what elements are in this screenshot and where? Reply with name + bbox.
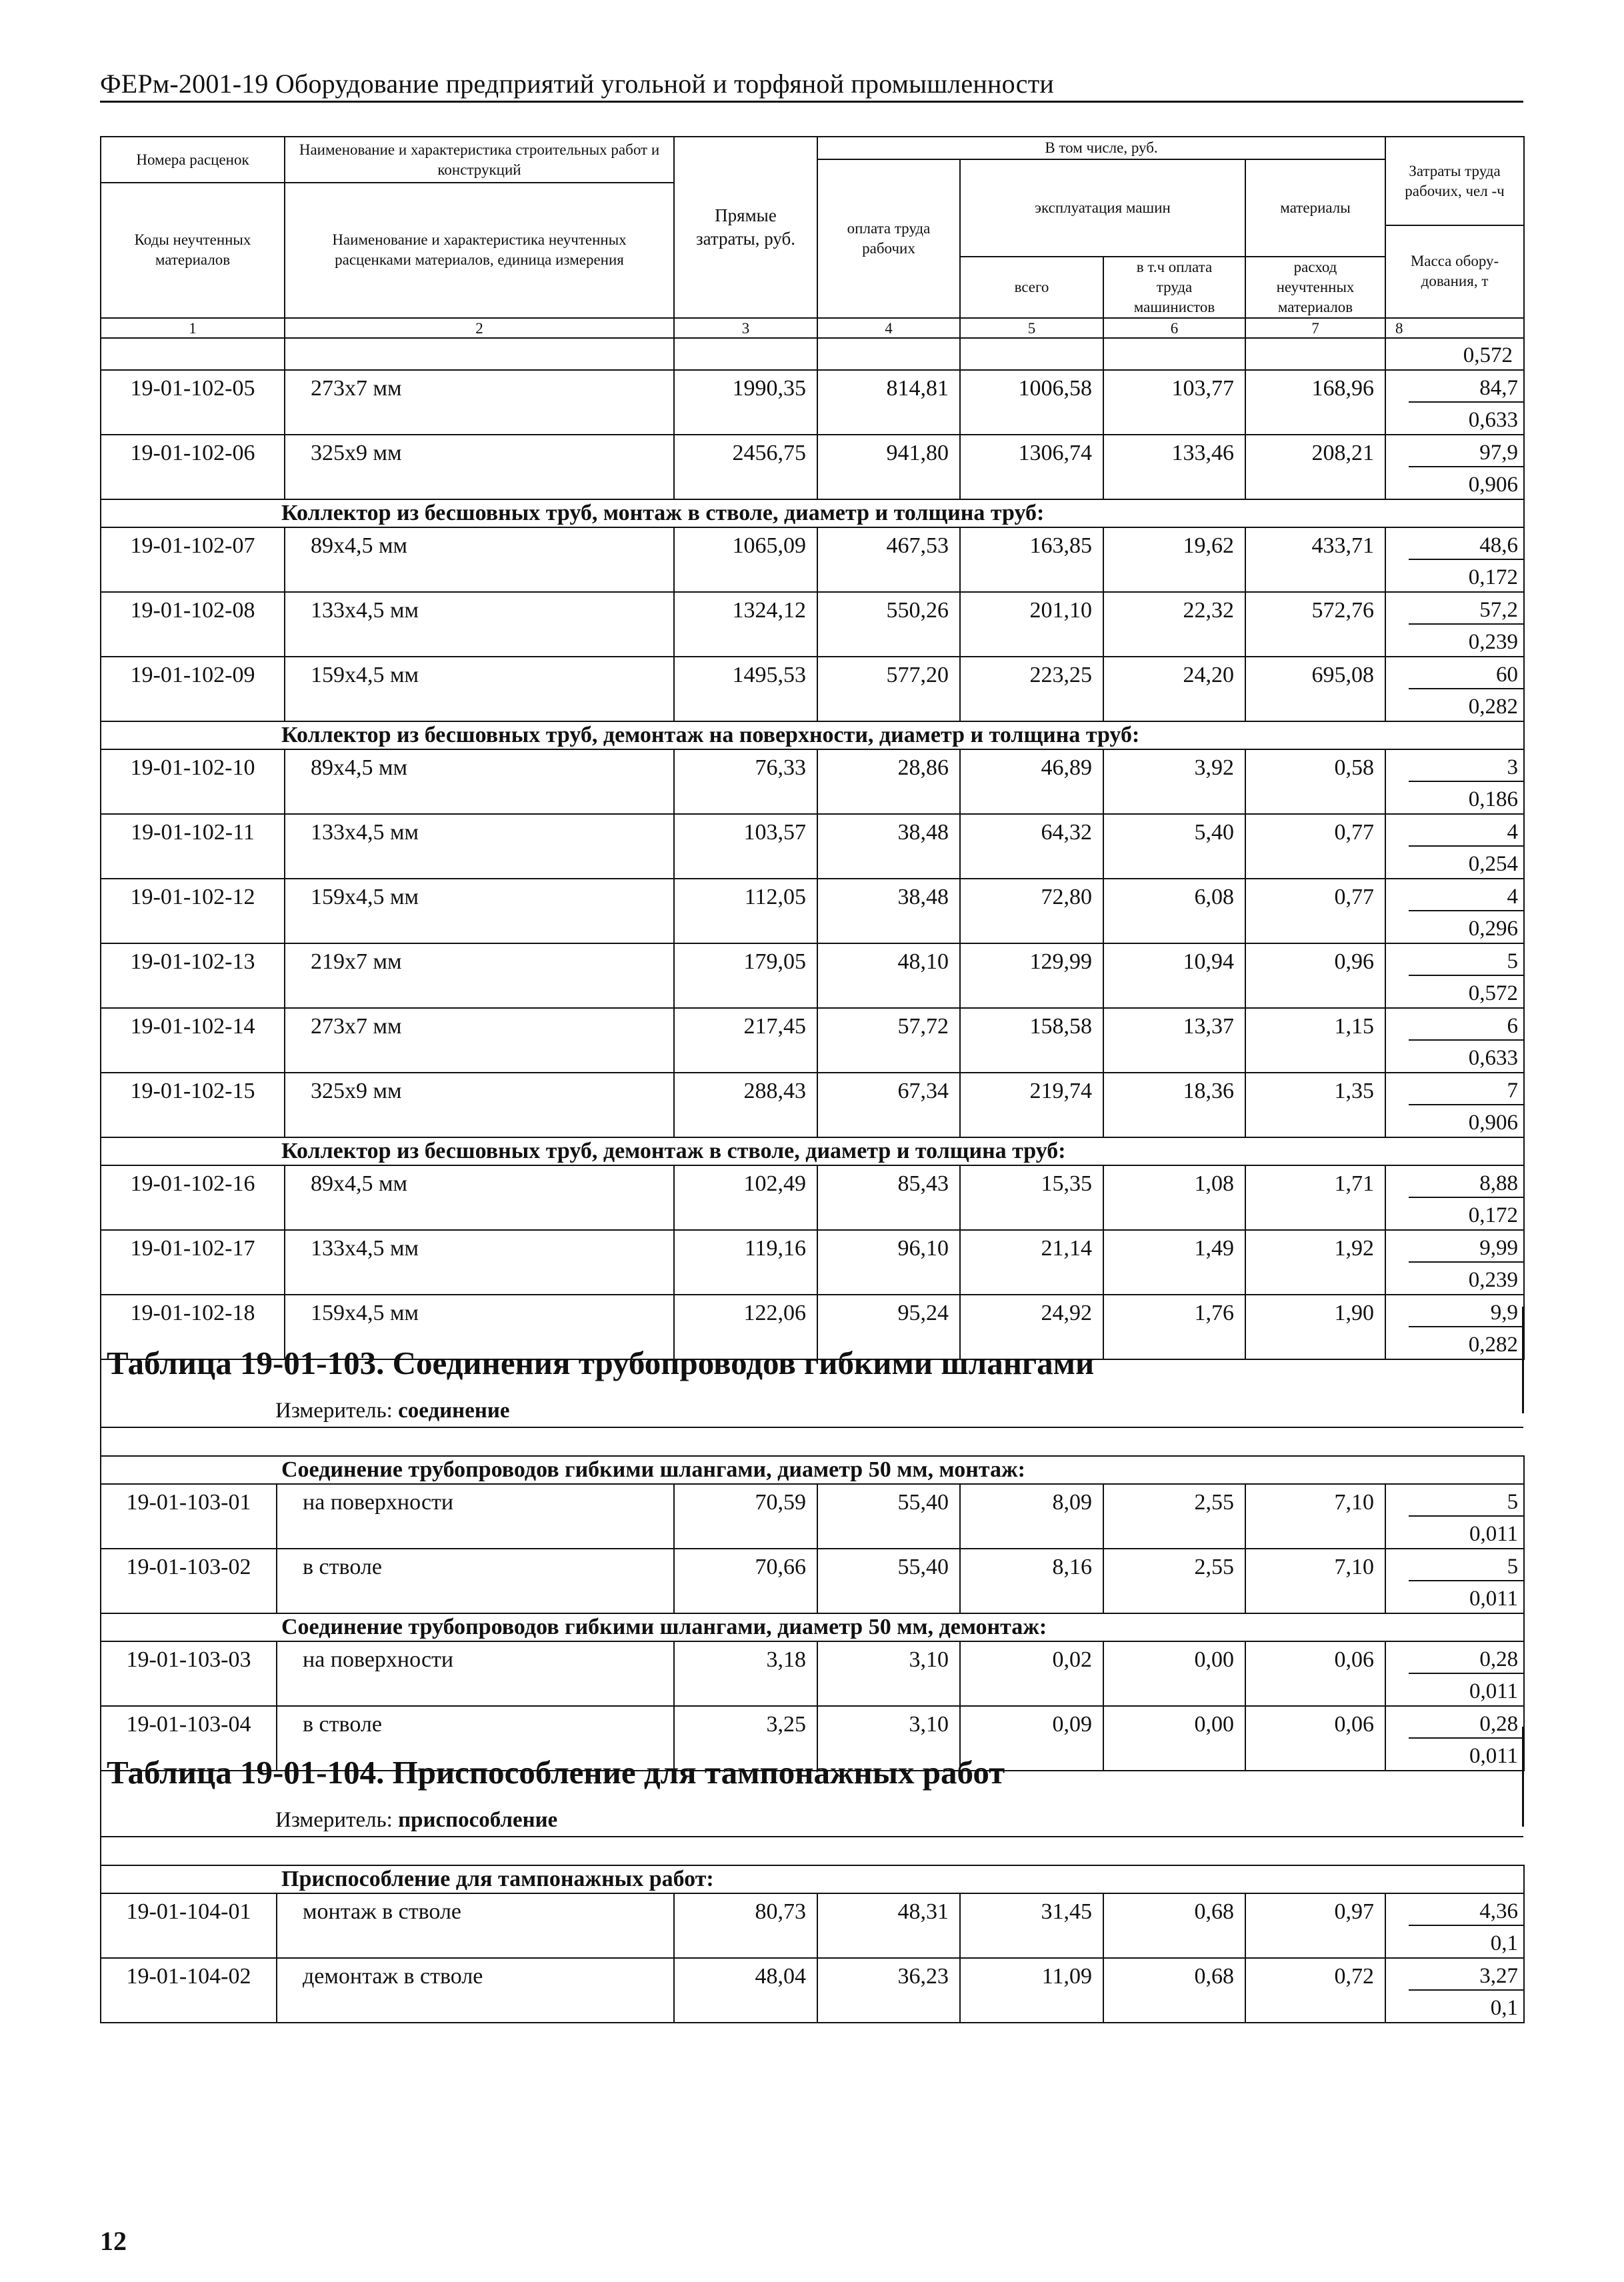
work-name: 133х4,5 мм [285, 814, 674, 879]
labor-mass-cell [1385, 657, 1524, 721]
machinist-pay: 2,55 [1103, 1549, 1245, 1613]
direct-costs: 103,57 [674, 814, 817, 879]
work-name: 325х9 мм [285, 435, 674, 499]
work-name: в стволе [277, 1706, 674, 1771]
materials-cost: 433,71 [1245, 527, 1385, 592]
direct-costs: 179,05 [674, 943, 817, 1008]
table-103-measure: Измеритель: соединение [275, 1399, 510, 1423]
table-row [101, 814, 1524, 879]
equipment-mass: 0,572 [1468, 981, 1519, 1005]
materials-cost: 208,21 [1245, 435, 1385, 499]
machines-total: 201,10 [960, 592, 1103, 657]
direct-costs: 70,66 [674, 1549, 817, 1613]
work-name: в стволе [277, 1549, 674, 1613]
labor-pay: 577,20 [817, 657, 960, 721]
table-row [101, 1008, 1524, 1073]
machinist-pay: 1,08 [1103, 1165, 1245, 1230]
labor-cost: 7 [1409, 1079, 1523, 1105]
section-header-row [101, 499, 1524, 527]
machinist-pay: 1,49 [1103, 1230, 1245, 1295]
rate-code: 19-01-102-10 [101, 749, 285, 814]
materials-cost: 695,08 [1245, 657, 1385, 721]
materials-cost: 1,90 [1245, 1295, 1385, 1359]
labor-mass-cell [1385, 879, 1524, 943]
labor-pay: 3,10 [817, 1706, 960, 1771]
table-row [101, 657, 1524, 721]
materials-cost: 1,15 [1245, 1008, 1385, 1073]
labor-pay: 57,72 [817, 1008, 960, 1073]
rate-code: 19-01-102-06 [101, 435, 285, 499]
machines-total: 0,02 [960, 1641, 1103, 1706]
machinist-pay: 3,92 [1103, 749, 1245, 814]
machines-total: 64,32 [960, 814, 1103, 879]
equipment-mass: 0,906 [1468, 1111, 1519, 1135]
work-name: 133х4,5 мм [285, 592, 674, 657]
header-total: всего [960, 257, 1103, 318]
table-row [101, 943, 1524, 1008]
header-direct-costs: Прямые затраты, руб. [674, 137, 817, 318]
labor-mass-cell [1385, 527, 1524, 592]
materials-cost: 0,06 [1245, 1706, 1385, 1771]
section-title: Коллектор из бесшовных труб, монтаж в стволе, диаметр и толщина труб: [101, 499, 1524, 527]
labor-pay: 38,48 [817, 814, 960, 879]
equipment-mass: 0,633 [1468, 1046, 1519, 1070]
labor-cost: 4 [1409, 820, 1523, 847]
labor-mass-cell [1385, 1893, 1524, 1958]
labor-mass-cell [1385, 749, 1524, 814]
machines-total: 8,09 [960, 1484, 1103, 1549]
table-row [101, 1893, 1524, 1958]
machinist-pay: 133,46 [1103, 435, 1245, 499]
direct-costs: 2456,75 [674, 435, 817, 499]
rate-code: 19-01-102-15 [101, 1073, 285, 1137]
work-name: 325х9 мм [285, 1073, 674, 1137]
labor-cost: 9,99 [1409, 1236, 1523, 1263]
labor-mass-cell [1385, 370, 1524, 435]
labor-pay: 3,10 [817, 1641, 960, 1706]
header-codes: Номера расценок Коды неучтенных материалов [101, 137, 285, 318]
direct-costs: 102,49 [674, 1165, 817, 1230]
rate-code: 19-01-102-11 [101, 814, 285, 879]
rate-code: 19-01-103-02 [101, 1549, 277, 1613]
equipment-mass: 0,1 [1490, 1931, 1519, 1955]
rate-code: 19-01-103-03 [101, 1641, 277, 1706]
labor-cost: 3 [1409, 755, 1523, 782]
work-name: монтаж в стволе [277, 1893, 674, 1958]
section-header-row [101, 721, 1524, 749]
labor-cost: 97,9 [1409, 441, 1523, 467]
labor-cost: 4,36 [1409, 1899, 1523, 1926]
labor-pay: 814,81 [817, 370, 960, 435]
work-name: на поверхности [277, 1641, 674, 1706]
direct-costs: 3,25 [674, 1706, 817, 1771]
direct-costs: 3,18 [674, 1641, 817, 1706]
direct-costs: 1065,09 [674, 527, 817, 592]
rate-code: 19-01-102-13 [101, 943, 285, 1008]
machines-total: 15,35 [960, 1165, 1103, 1230]
machinist-pay: 18,36 [1103, 1073, 1245, 1137]
labor-pay: 48,31 [817, 1893, 960, 1958]
rates-table-102 [100, 136, 1525, 1360]
machines-total: 24,92 [960, 1295, 1103, 1359]
direct-costs: 1324,12 [674, 592, 817, 657]
direct-costs: 112,05 [674, 879, 817, 943]
labor-mass-cell [1385, 1958, 1524, 2023]
table-row [101, 527, 1524, 592]
equipment-mass: 0,011 [1469, 1587, 1519, 1611]
labor-cost: 48,6 [1409, 533, 1523, 560]
labor-mass-cell [1385, 1706, 1524, 1771]
section-title: Коллектор из бесшовных труб, демонтаж в стволе, диаметр и толщина труб: [101, 1137, 1524, 1165]
labor-pay: 48,10 [817, 943, 960, 1008]
rate-code: 19-01-103-04 [101, 1706, 277, 1771]
document-title: ФЕРм-2001-19 Оборудование предприятий угольной и торфяной промышленности [100, 69, 1055, 99]
work-name: 219х7 мм [285, 943, 674, 1008]
work-name: на поверхности [277, 1484, 674, 1549]
page-header [100, 68, 1523, 103]
section-header-row [101, 1456, 1524, 1484]
machinist-pay: 24,20 [1103, 657, 1245, 721]
materials-cost: 1,35 [1245, 1073, 1385, 1137]
labor-cost: 60 [1409, 663, 1523, 689]
labor-cost: 8,88 [1409, 1171, 1523, 1198]
equipment-mass: 0,296 [1468, 917, 1519, 941]
section-header-row [101, 1137, 1524, 1165]
header-including: В том числе, руб. [817, 137, 1385, 159]
column-numbers-row: 1 2 3 4 5 6 7 8 [101, 318, 1524, 338]
work-name: 159х4,5 мм [285, 1295, 674, 1359]
direct-costs: 80,73 [674, 1893, 817, 1958]
labor-cost: 0,28 [1409, 1647, 1523, 1674]
direct-costs: 217,45 [674, 1008, 817, 1073]
rate-code: 19-01-102-16 [101, 1165, 285, 1230]
machines-total: 72,80 [960, 879, 1103, 943]
work-name: 273х7 мм [285, 1008, 674, 1073]
machinist-pay: 0,68 [1103, 1893, 1245, 1958]
table-row [101, 1549, 1524, 1613]
work-name: демонтаж в стволе [277, 1958, 674, 2023]
materials-cost: 0,77 [1245, 879, 1385, 943]
labor-pay: 55,40 [817, 1484, 960, 1549]
rate-code: 19-01-102-08 [101, 592, 285, 657]
labor-mass-cell [1385, 592, 1524, 657]
section-title: Коллектор из бесшовных труб, демонтаж на поверхности, диаметр и толщина труб: [101, 721, 1524, 749]
section-title: Соединение трубопроводов гибкими шлангами, диаметр 50 мм, монтаж: [101, 1456, 1524, 1484]
table-row [101, 1230, 1524, 1295]
rates-table-104 [100, 1865, 1525, 2023]
header-labor-pay: оплата труда рабочих [817, 159, 960, 318]
machines-total: 31,45 [960, 1893, 1103, 1958]
labor-mass-cell [1385, 943, 1524, 1008]
labor-cost: 5 [1409, 1555, 1523, 1581]
materials-cost: 0,97 [1245, 1893, 1385, 1958]
labor-pay: 96,10 [817, 1230, 960, 1295]
machinist-pay: 19,62 [1103, 527, 1245, 592]
labor-pay: 95,24 [817, 1295, 960, 1359]
machines-total: 1306,74 [960, 435, 1103, 499]
header-name: Наименование и характеристика строительных работ и конструкций Наименование и характеристика неучтенных расценками материалов, единица измерения [285, 137, 674, 318]
materials-cost: 168,96 [1245, 370, 1385, 435]
direct-costs: 119,16 [674, 1230, 817, 1295]
machines-total: 0,09 [960, 1706, 1103, 1771]
equipment-mass: 0,282 [1468, 1333, 1519, 1357]
labor-mass-cell [1385, 1295, 1524, 1359]
header-labor: Затраты труда рабочих, чел -ч Масса обору-дования, т [1385, 137, 1524, 318]
machines-total: 21,14 [960, 1230, 1103, 1295]
materials-cost: 1,92 [1245, 1230, 1385, 1295]
section-header-row [101, 1865, 1524, 1893]
machines-total: 163,85 [960, 527, 1103, 592]
materials-cost: 0,72 [1245, 1958, 1385, 2023]
rate-code: 19-01-102-17 [101, 1230, 285, 1295]
labor-mass-cell [1385, 1165, 1524, 1230]
page-number: 12 [100, 2226, 127, 2256]
table-103-title: Таблица 19-01-103. Соединения трубопроводов гибкими шлангами [107, 1345, 1095, 1381]
machines-total: 129,99 [960, 943, 1103, 1008]
labor-pay: 28,86 [817, 749, 960, 814]
labor-mass-cell [1385, 1484, 1524, 1549]
machines-total: 219,74 [960, 1073, 1103, 1137]
table-row [101, 1484, 1524, 1549]
labor-cost: 57,2 [1409, 598, 1523, 625]
direct-costs: 122,06 [674, 1295, 817, 1359]
rate-code: 19-01-102-12 [101, 879, 285, 943]
labor-mass-cell [1385, 1073, 1524, 1137]
labor-mass-cell [1385, 1549, 1524, 1613]
rate-code: 19-01-102-18 [101, 1295, 285, 1359]
table-row [101, 592, 1524, 657]
direct-costs: 70,59 [674, 1484, 817, 1549]
work-name: 89х4,5 мм [285, 1165, 674, 1230]
labor-cost: 4 [1409, 885, 1523, 911]
machinist-pay: 103,77 [1103, 370, 1245, 435]
table-row [101, 1165, 1524, 1230]
labor-mass-cell [1385, 814, 1524, 879]
labor-cost: 84,7 [1409, 376, 1523, 403]
work-name: 133х4,5 мм [285, 1230, 674, 1295]
materials-cost: 572,76 [1245, 592, 1385, 657]
machines-total: 8,16 [960, 1549, 1103, 1613]
rate-code: 19-01-102-09 [101, 657, 285, 721]
labor-pay: 467,53 [817, 527, 960, 592]
labor-mass-cell [1385, 435, 1524, 499]
rate-code: 19-01-102-05 [101, 370, 285, 435]
materials-cost: 7,10 [1245, 1484, 1385, 1549]
table-row [101, 370, 1524, 435]
labor-cost: 5 [1409, 949, 1523, 976]
rate-code: 19-01-104-02 [101, 1958, 277, 2023]
labor-cost: 9,9 [1409, 1301, 1523, 1327]
labor-cost: 6 [1409, 1014, 1523, 1041]
machinist-pay: 0,00 [1103, 1641, 1245, 1706]
table-row [101, 749, 1524, 814]
section-title: Соединение трубопроводов гибкими шлангами, диаметр 50 мм, демонтаж: [101, 1613, 1524, 1641]
labor-pay: 36,23 [817, 1958, 960, 2023]
labor-pay: 85,43 [817, 1165, 960, 1230]
direct-costs: 48,04 [674, 1958, 817, 2023]
direct-costs: 1990,35 [674, 370, 817, 435]
header-row [101, 137, 1524, 159]
labor-pay: 941,80 [817, 435, 960, 499]
work-name: 89х4,5 мм [285, 527, 674, 592]
materials-cost: 0,77 [1245, 814, 1385, 879]
continuation-row: 0,572 [101, 338, 1524, 370]
labor-mass-cell [1385, 1641, 1524, 1706]
direct-costs: 76,33 [674, 749, 817, 814]
equipment-mass: 0,633 [1468, 408, 1519, 432]
header-machinist-pay: в т.ч оплата труда машинистов [1103, 257, 1245, 318]
equipment-mass: 0,172 [1468, 565, 1519, 589]
machinist-pay: 0,68 [1103, 1958, 1245, 2023]
materials-cost: 1,71 [1245, 1165, 1385, 1230]
machines-total: 158,58 [960, 1008, 1103, 1073]
machinist-pay: 10,94 [1103, 943, 1245, 1008]
equipment-mass: 0,906 [1468, 473, 1519, 497]
labor-cost: 0,28 [1409, 1712, 1523, 1739]
labor-cost: 5 [1409, 1490, 1523, 1517]
machinist-pay: 0,00 [1103, 1706, 1245, 1771]
machines-total: 11,09 [960, 1958, 1103, 2023]
equipment-mass: 0,172 [1468, 1203, 1519, 1227]
section-title: Приспособление для тампонажных работ: [101, 1865, 1524, 1893]
rate-code: 19-01-103-01 [101, 1484, 277, 1549]
materials-cost: 0,06 [1245, 1641, 1385, 1706]
machines-total: 223,25 [960, 657, 1103, 721]
table-row [101, 1958, 1524, 2023]
table-row [101, 435, 1524, 499]
machinist-pay: 6,08 [1103, 879, 1245, 943]
table-row [101, 1641, 1524, 1706]
machines-total: 46,89 [960, 749, 1103, 814]
table-104-body [101, 1865, 1524, 2023]
direct-costs: 1495,53 [674, 657, 817, 721]
labor-pay: 38,48 [817, 879, 960, 943]
work-name: 273х7 мм [285, 370, 674, 435]
labor-pay: 550,26 [817, 592, 960, 657]
machinist-pay: 2,55 [1103, 1484, 1245, 1549]
table-row [101, 1073, 1524, 1137]
equipment-mass: 0,011 [1469, 1522, 1519, 1546]
machinist-pay: 13,37 [1103, 1008, 1245, 1073]
equipment-mass: 0,254 [1468, 852, 1519, 876]
work-name: 159х4,5 мм [285, 879, 674, 943]
equipment-mass: 0,239 [1468, 630, 1519, 654]
direct-costs: 288,43 [674, 1073, 817, 1137]
materials-cost: 0,58 [1245, 749, 1385, 814]
main-body [101, 370, 1524, 1359]
rates-table-103 [100, 1455, 1525, 1771]
rate-code: 19-01-102-07 [101, 527, 285, 592]
work-name: 89х4,5 мм [285, 749, 674, 814]
equipment-mass: 0,282 [1468, 695, 1519, 719]
machinist-pay: 1,76 [1103, 1295, 1245, 1359]
header-unaccounted: расход неучтенных материалов [1245, 257, 1385, 318]
equipment-mass: 0,011 [1469, 1679, 1519, 1703]
materials-cost: 0,96 [1245, 943, 1385, 1008]
table-row [101, 879, 1524, 943]
table-104-measure: Измеритель: приспособление [275, 1808, 558, 1832]
equipment-mass: 0,1 [1490, 1996, 1519, 2020]
machinist-pay: 5,40 [1103, 814, 1245, 879]
labor-pay: 67,34 [817, 1073, 960, 1137]
section-header-row [101, 1613, 1524, 1641]
labor-mass-cell [1385, 1008, 1524, 1073]
equipment-mass: 0,239 [1468, 1268, 1519, 1292]
equipment-mass: 0,186 [1468, 787, 1519, 811]
labor-mass-cell [1385, 1230, 1524, 1295]
materials-cost: 7,10 [1245, 1549, 1385, 1613]
equipment-mass: 0,011 [1469, 1744, 1519, 1768]
machines-total: 1006,58 [960, 370, 1103, 435]
labor-pay: 55,40 [817, 1549, 960, 1613]
work-name: 159х4,5 мм [285, 657, 674, 721]
table-103-body [101, 1456, 1524, 1771]
header-materials: материалы [1245, 159, 1385, 257]
header-machines: эксплуатация машин [960, 159, 1245, 257]
labor-cost: 3,27 [1409, 1964, 1523, 1991]
rate-code: 19-01-104-01 [101, 1893, 277, 1958]
rate-code: 19-01-102-14 [101, 1008, 285, 1073]
machinist-pay: 22,32 [1103, 592, 1245, 657]
table-104-title: Таблица 19-01-104. Приспособление для тампонажных работ [107, 1754, 1005, 1791]
